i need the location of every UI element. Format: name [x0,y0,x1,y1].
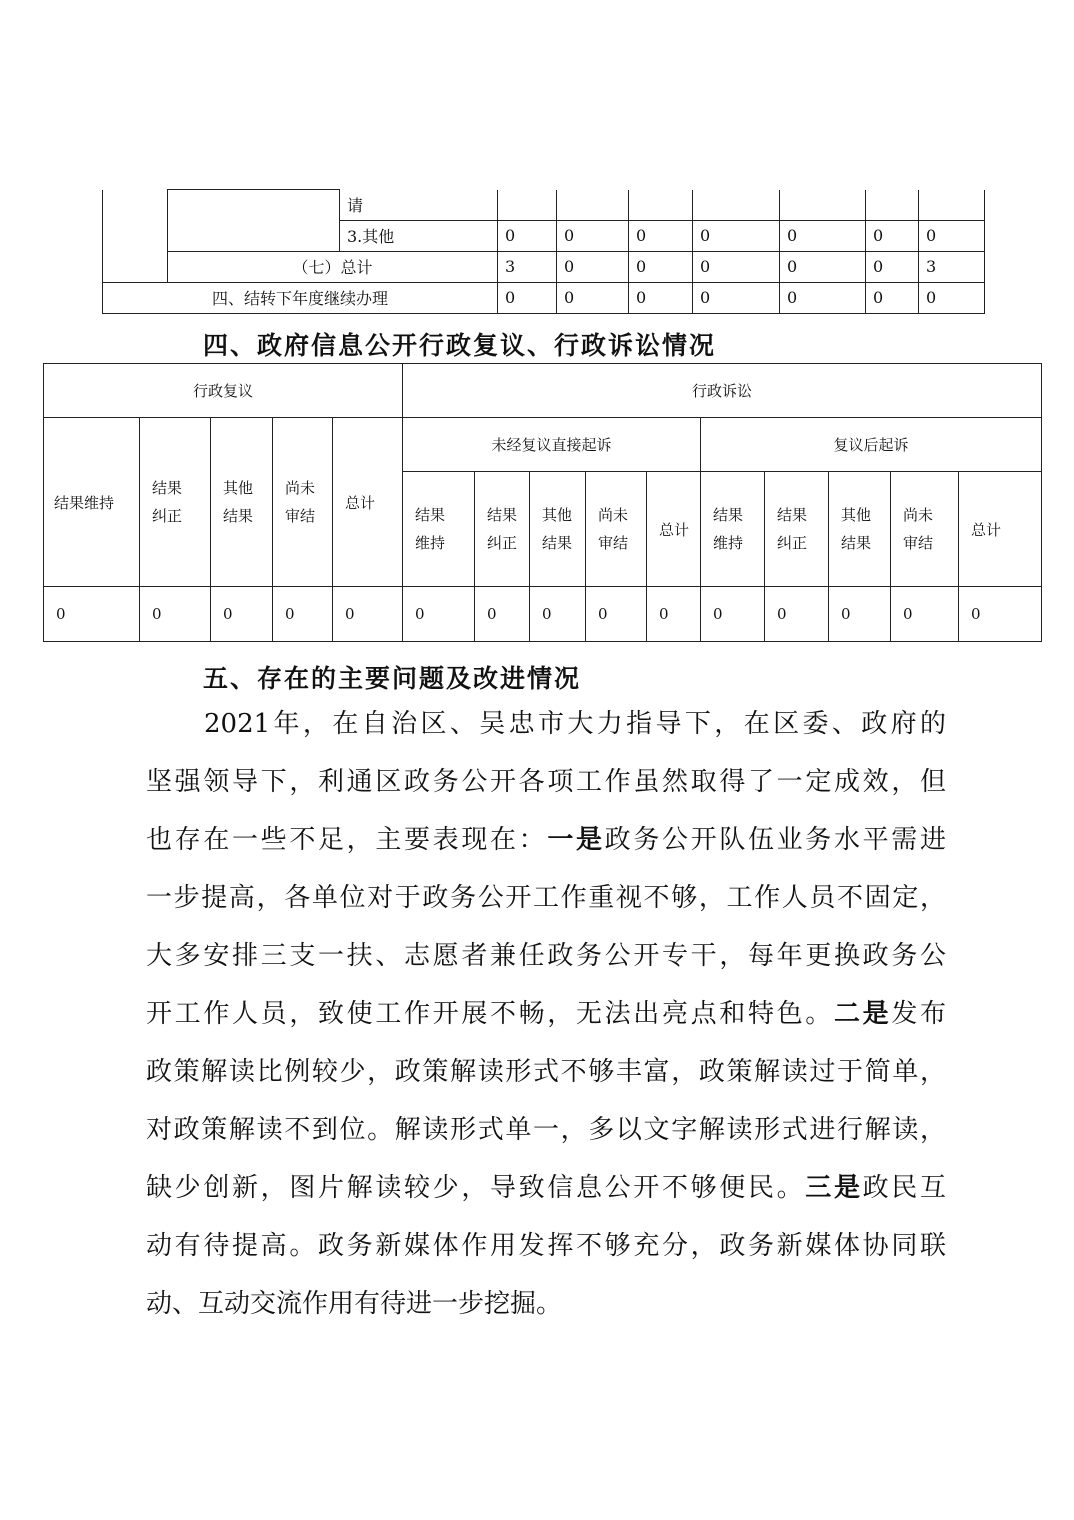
cell: 0 [530,587,586,642]
table-row [44,418,1042,472]
col-header: 总计 [959,472,1042,587]
cell: 0 [959,587,1042,642]
paragraph-line: 坚强领导下，利通区政务公开各项工作虽然取得了一定成效，但 [146,767,946,797]
col-header: 其他 结果 [829,472,891,587]
cell: 0 [629,251,693,282]
col-header: 尚未 审结 [891,472,959,587]
cell: 0 [629,220,693,251]
section-heading-4: 四、政府信息公开行政复议、行政诉讼情况 [203,331,717,360]
cell: 0 [693,282,780,313]
cell: 0 [586,587,647,642]
cell: 0 [829,587,891,642]
cell: 0 [919,282,985,313]
section-heading-5: 五、存在的主要问题及改进情况 [203,664,582,693]
section5-body [146,695,946,1333]
cell: 0 [866,282,919,313]
row-label: 3.其他 [340,220,498,251]
top-table [102,189,985,314]
cell: 0 [211,587,273,642]
col-header: 其他 结果 [530,472,586,587]
paragraph-line: 大多安排三支一扶、志愿者兼任政务公开专干，每年更换政务公 [146,941,946,971]
col-header: 结果 纠正 [475,472,530,587]
col-header: 结果 维持 [701,472,765,587]
cell: 0 [780,282,866,313]
paragraph-line: 也存在一些不足，主要表现在：一是政务公开队伍业务水平需进 [146,825,946,855]
cell: 0 [765,587,829,642]
col-header: 尚未 审结 [273,418,333,587]
cell: 0 [780,220,866,251]
row-label: 请 [340,190,498,221]
col-header: 结果 纠正 [765,472,829,587]
direct-suit-header: 未经复议直接起诉 [403,418,701,472]
cell: 0 [498,220,557,251]
cell: 3 [498,251,557,282]
col-header: 其他 结果 [211,418,273,587]
table-row [103,190,985,221]
paragraph-line: 动、互动交流作用有待进一步挖掘。 [146,1289,563,1319]
col-header: 总计 [647,472,701,587]
cell: 0 [780,251,866,282]
cell: 0 [629,282,693,313]
cell: 0 [919,220,985,251]
cell: 0 [647,587,701,642]
row-label: 四、结转下年度继续办理 [103,282,498,313]
cell: 0 [693,251,780,282]
col-header: 结果维持 [44,418,140,587]
cell: 0 [693,220,780,251]
cell: 0 [475,587,530,642]
cell: 0 [273,587,333,642]
table-row [44,587,1042,642]
cell: 3 [919,251,985,282]
review-header: 行政复议 [44,364,403,418]
table-row [44,364,1042,418]
col-header: 尚未 审结 [586,472,647,587]
row-label: （七）总计 [168,251,498,282]
paragraph-line: 2021年，在自治区、吴忠市大力指导下，在区委、政府的 [204,709,946,739]
cell: 0 [557,220,629,251]
cell: 0 [866,251,919,282]
cell: 0 [866,220,919,251]
litigation-header: 行政诉讼 [403,364,1042,418]
paragraph-line: 一步提高，各单位对于政务公开工作重视不够，工作人员不固定， [146,883,946,913]
paragraph-line: 缺少创新，图片解读较少，导致信息公开不够便民。三是政民互 [146,1173,946,1203]
paragraph-line: 动有待提高。政务新媒体作用发挥不够充分，政务新媒体协同联 [146,1231,946,1261]
cell: 0 [333,587,403,642]
cell: 0 [498,282,557,313]
col-header: 总计 [333,418,403,587]
review-litigation-table [43,363,1042,642]
col-header: 结果 维持 [403,472,475,587]
cell: 0 [403,587,475,642]
cell: 0 [557,251,629,282]
cell: 0 [701,587,765,642]
table-row [103,251,985,282]
col-header: 结果 纠正 [140,418,211,587]
cell: 0 [140,587,211,642]
cell: 0 [891,587,959,642]
paragraph-line: 政策解读比例较少，政策解读形式不够丰富，政策解读过于简单， [146,1057,946,1087]
cell: 0 [44,587,140,642]
after-review-header: 复议后起诉 [701,418,1042,472]
cell: 0 [557,282,629,313]
paragraph-line: 开工作人员，致使工作开展不畅，无法出亮点和特色。二是发布 [146,999,946,1029]
paragraph-line: 对政策解读不到位。解读形式单一，多以文字解读形式进行解读， [146,1115,946,1145]
table-row [103,282,985,313]
